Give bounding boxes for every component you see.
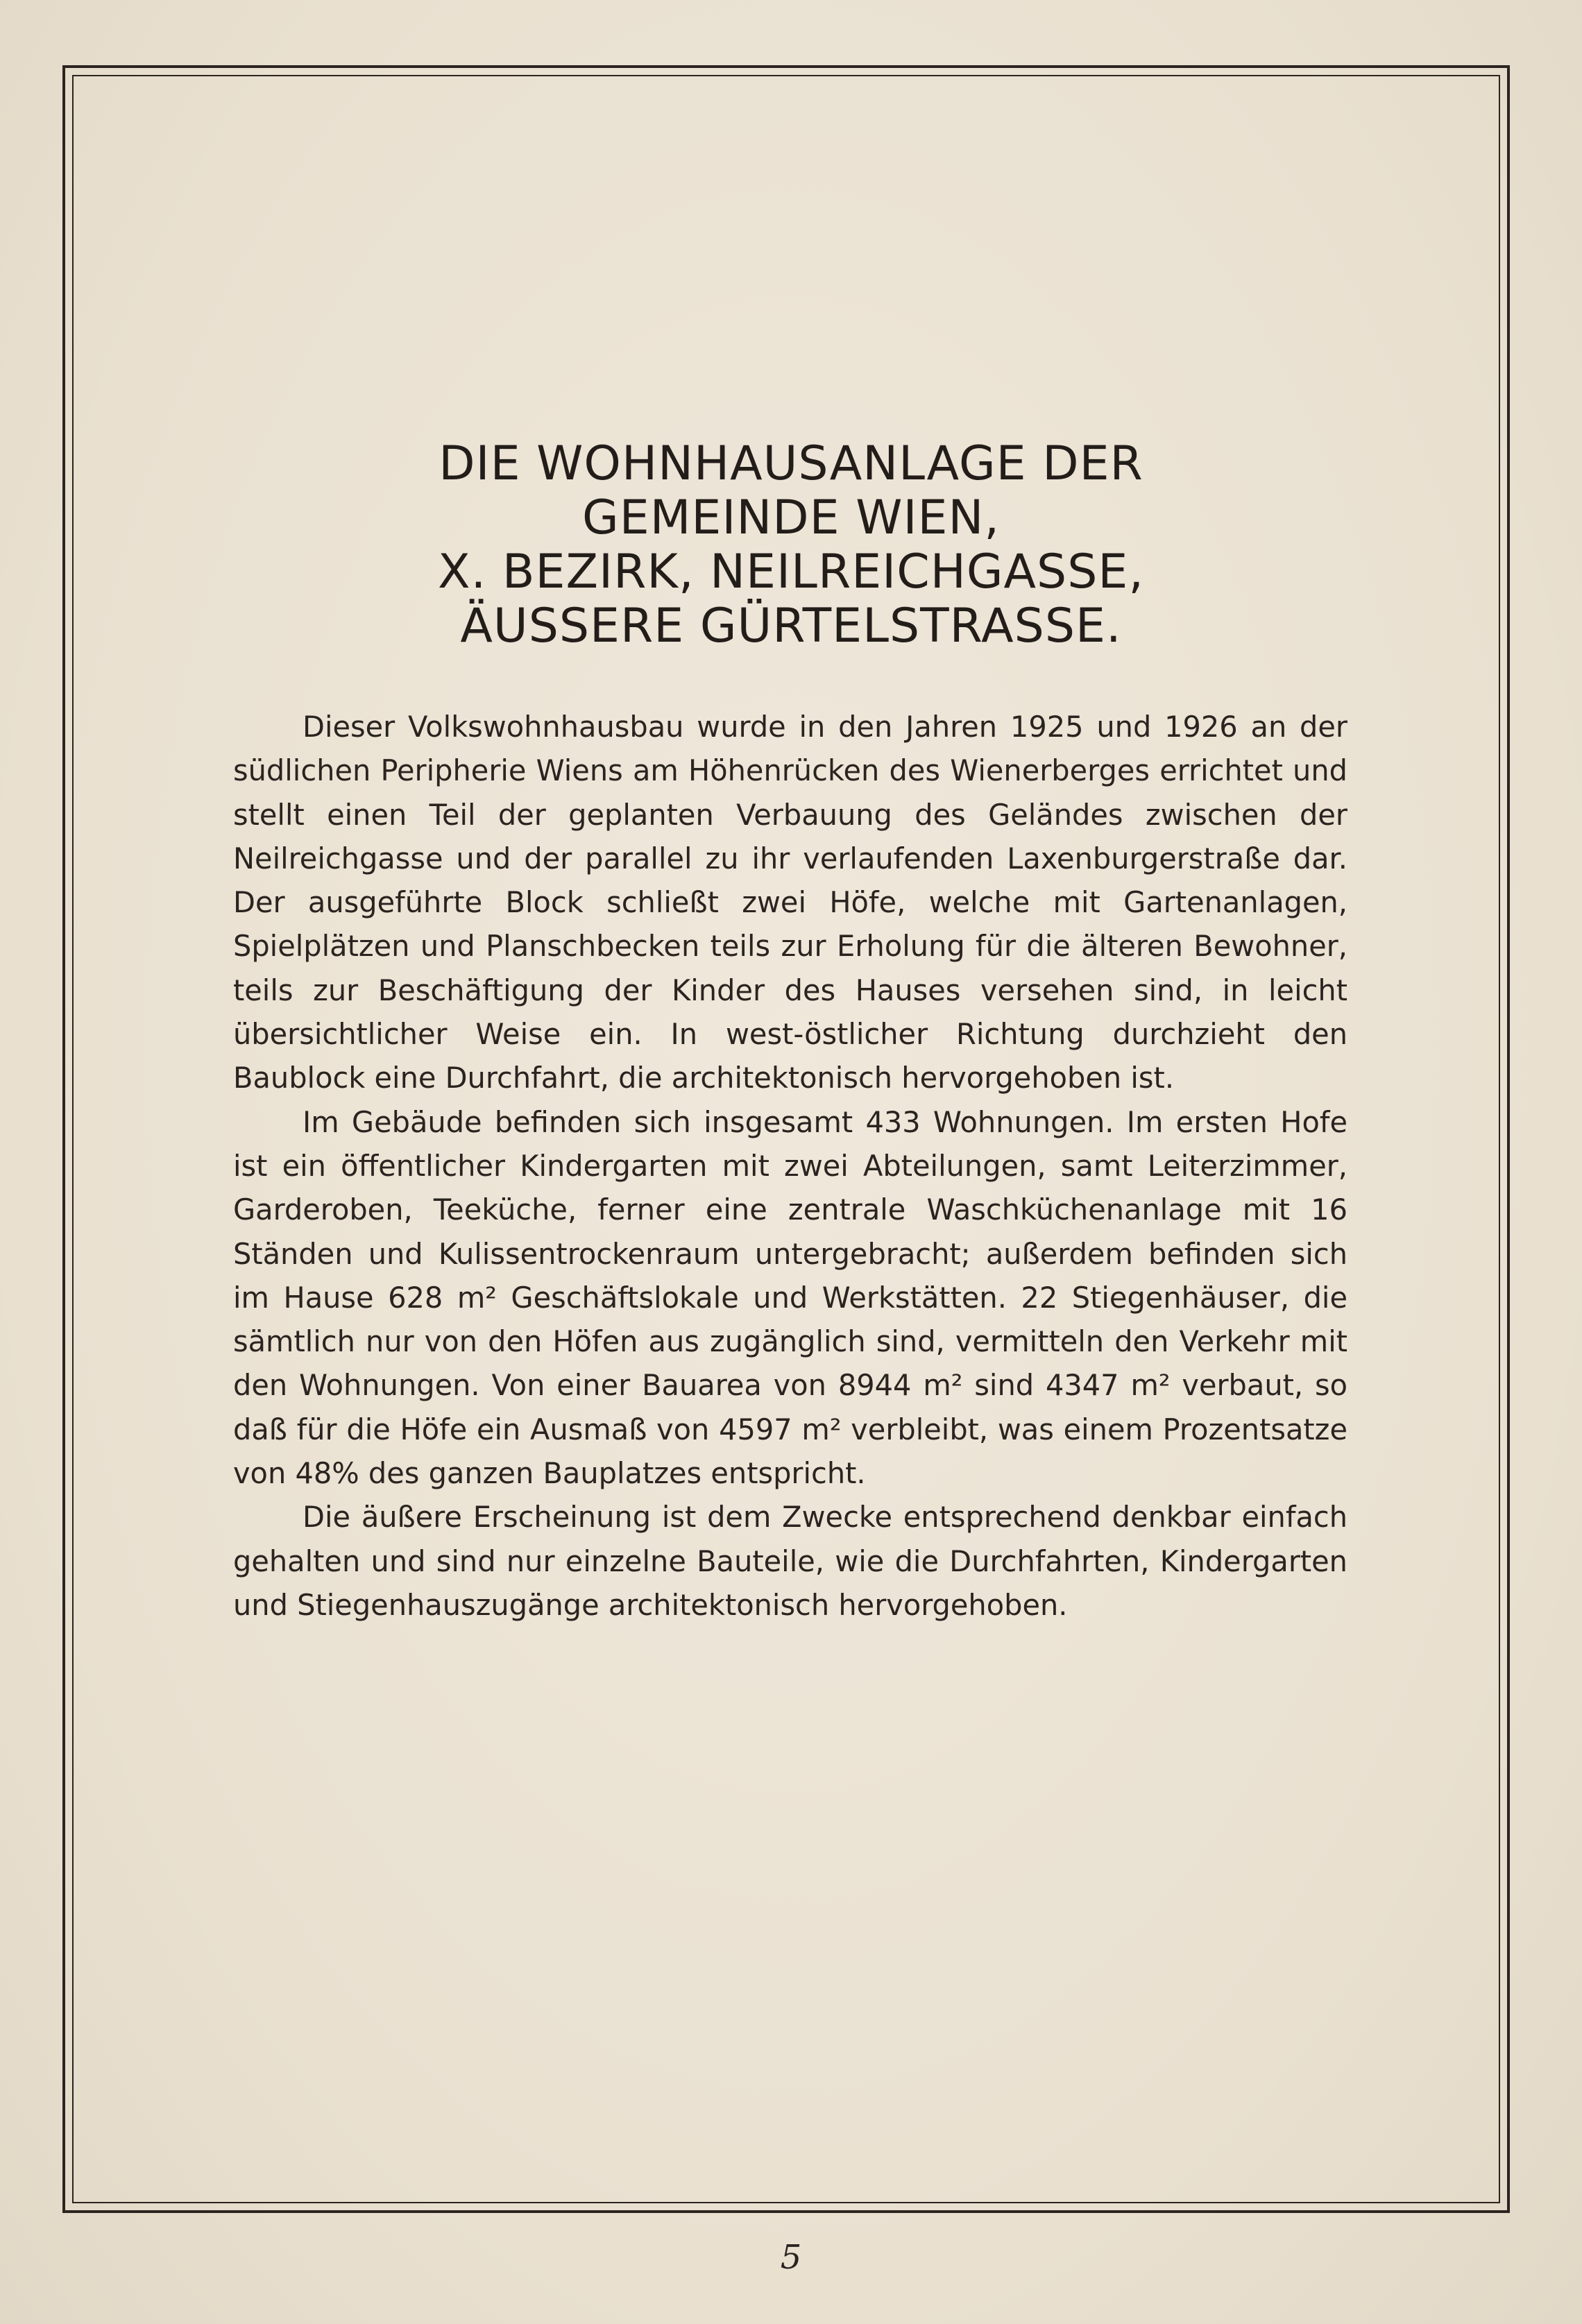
page-title xyxy=(208,437,1374,653)
title-line-1: DIE WOHNHAUSANLAGE DER xyxy=(439,436,1143,491)
body-text xyxy=(233,705,1347,1627)
paragraph-2: Im Gebäude befinden sich insgesamt 433 Wohnungen. Im ersten Hofe ist ein öffentlicher Kindergarten mit zwei Abteilungen, samt Leiterzimmer, Garderoben, Teeküche, ferner eine zentrale Waschküchenanlage mit 16 Ständen und Kulissentrockenraum untergebracht; außerdem befinden sich im Hause 628 m² Geschäftslokale und Werkstätten. 22 Stiegenhäuser, die sämtlich nur von den Höfen aus zugänglich sind, vermitteln den Verkehr mit den Wohnungen. Von einer Bauarea von 8944 m² sind 4347 m² verbaut, so daß für die Höfe ein Ausmaß von 4597 m² verbleibt, was einem Prozentsatze von 48% des ganzen Bauplatzes entspricht. xyxy=(233,1104,1347,1491)
page-number: 5 xyxy=(780,2238,802,2277)
title-line-2: GEMEINDE WIEN, xyxy=(582,490,1000,545)
title-line-4: ÄUSSERE GÜRTELSTRASSE. xyxy=(460,599,1122,653)
paragraph-1: Dieser Volkswohnhausbau wurde in den Jahren 1925 und 1926 an der südlichen Peripherie Wiens am Höhenrücken des Wienerberges errichtet und stellt einen Teil der geplanten Verbauung des Geländes zwischen der Neilreichgasse und der parallel zu ihr verlaufenden Laxenburgerstraße dar. Der ausgeführte Block schließt zwei Höfe, welche mit Gartenanlagen, Spielplätzen und Planschbecken teils zur Erholung für die älteren Bewohner, teils zur Beschäftigung der Kinder des Hauses versehen sind, in leicht übersichtlicher Weise ein. In west-östlicher Richtung durchzieht den Baublock eine Durchfahrt, die architektonisch hervorgehoben ist. xyxy=(233,710,1347,1095)
paragraph-3: Die äußere Erscheinung ist dem Zwecke entsprechend denkbar einfach gehalten und sind nur einzelne Bauteile, wie die Durchfahrten, Kindergarten und Stiegenhauszugänge architektonisch hervorgehoben. xyxy=(233,1500,1347,1622)
title-line-3: X. BEZIRK, NEILREICHGASSE, xyxy=(438,545,1144,599)
